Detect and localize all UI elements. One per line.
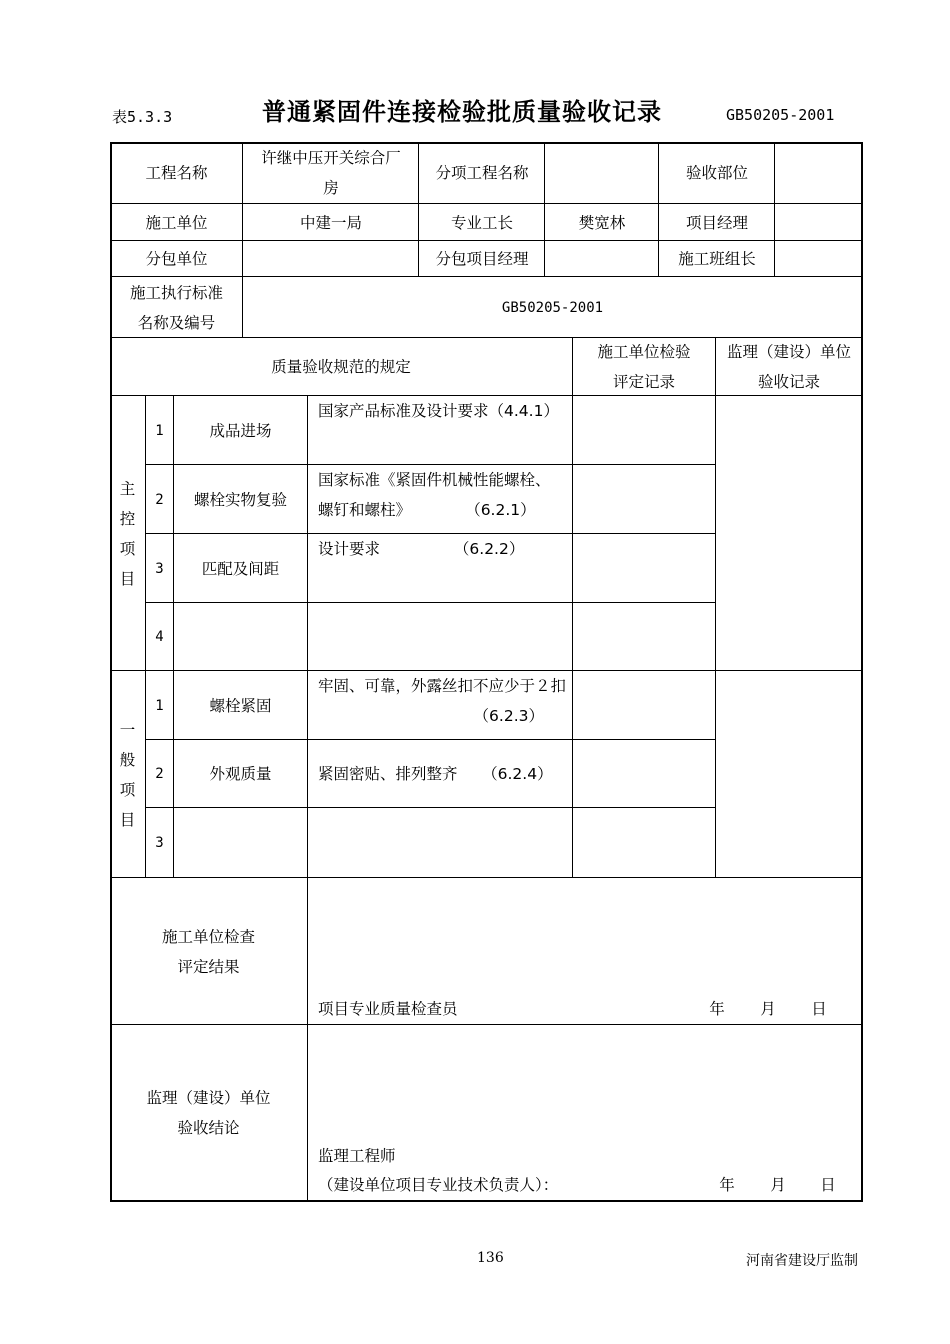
main-item-name: 成品进场 [209,421,272,440]
supervising-engineer-label: 监理工程师 [318,1147,396,1165]
contractor-value: 中建一局 [299,213,362,232]
main-items-char: 目 [119,569,136,588]
issuer-label: 河南省建设厅监制 [746,1253,858,1269]
contractor-result-label [110,878,307,1025]
team-leader-label: 施工班组长 [678,250,756,268]
project-name-line2: 房 [323,179,339,197]
exec-standard-label-line1: 施工执行标准 [129,283,223,302]
subcontractor-label: 分包单位 [145,250,208,268]
main-item-no: 3 [155,560,164,577]
quality-inspector-label: 项目专业质量检查员 [318,1000,458,1018]
main-items-label [110,396,145,671]
main-item-name: 螺栓实物复验 [193,490,287,509]
exec-standard-value: GB50205-2001 [501,299,604,316]
date-day: 日 [820,1176,836,1194]
main-item-no: 4 [155,629,164,645]
supervisor-conclusion-label-line1: 监理（建设）单位 [146,1088,271,1107]
main-items-char: 主 [119,479,136,498]
sub-pm-label: 分包项目经理 [435,250,529,268]
main-item-requirement [308,465,572,534]
general-item-name [174,808,307,878]
foreman-value: 樊宽林 [578,213,626,232]
acceptance-part-label: 验收部位 [685,164,748,182]
date-year: 年 [719,1176,735,1194]
construction-unit-note: （建设单位项目专业技术负责人）： [318,1176,559,1194]
sub-project-label: 分项工程名称 [435,164,529,182]
general-items-char: 般 [119,750,136,769]
supervisor-conclusion-label [110,1025,307,1200]
page-number: 136 [477,1250,504,1266]
general-item-requirement: 紧固密贴、排列整齐 （6.2.4） [318,765,553,783]
general-item-name: 外观质量 [209,765,272,783]
table-number: 表5.3.3 [112,108,173,126]
general-item-no: 3 [155,835,164,851]
main-item-requirement [308,534,572,603]
spec-header: 质量验收规范的规定 [271,358,411,376]
main-item-name: 匹配及间距 [201,559,280,578]
main-item-no: 2 [155,491,164,508]
subcontractor-value [243,241,419,277]
contractor-check-header-line1: 施工单位检验 [597,343,691,361]
general-items-char: 一 [119,720,136,739]
general-item-requirement [308,808,572,878]
main-items-char: 控 [119,509,136,528]
project-name-value [243,142,419,204]
date-month: 月 [770,1176,786,1194]
main-item-requirement [308,603,572,671]
exec-standard-label [110,277,243,338]
date-month: 月 [760,1000,776,1018]
supervisor-record-header-line1: 监理（建设）单位 [726,343,851,361]
general-item-no: 2 [155,766,164,782]
requirement-line1: 设计要求 （6.2.2） [318,540,525,558]
sub-project-value [545,142,659,204]
contractor-result-label-line2: 评定结果 [177,957,240,976]
requirement-line1: 国家标准《紧固件机械性能螺栓、 [318,471,551,489]
general-item-name: 螺栓紧固 [209,696,272,715]
general-item-requirement [308,671,572,740]
foreman-label: 专业工长 [450,213,513,232]
project-name-label: 工程名称 [145,164,208,182]
requirement-line2: 螺钉和螺柱》 （6.2.1） [318,501,536,519]
date-day: 日 [811,1000,827,1018]
supervisor-conclusion-label-line2: 验收结论 [177,1118,240,1137]
requirement-line2: （6.2.3） [473,707,544,725]
requirement-line1: 国家产品标准及设计要求（4.4.1） [318,402,559,420]
requirement-line1: 牢固、可靠，外露丝扣不应少于２扣 [318,677,567,695]
general-item-no: 1 [155,697,164,714]
project-name-line1: 许继中压开关综合厂 [261,149,401,167]
pm-label: 项目经理 [685,213,748,232]
main-item-requirement [308,396,572,465]
sub-pm-value [545,241,659,277]
contractor-check-header-line2: 评定记录 [612,373,675,391]
general-items-label [110,671,145,878]
contractor-check-header [573,338,715,396]
contractor-result-label-line1: 施工单位检查 [161,927,255,946]
standard-code: GB50205-2001 [726,106,835,124]
main-item-name [174,603,307,671]
exec-standard-label-line2: 名称及编号 [137,313,216,332]
main-item-no: 1 [155,422,164,439]
general-items-char: 目 [119,810,136,829]
pm-value [775,204,862,241]
general-items-char: 项 [119,780,136,799]
contractor-label: 施工单位 [145,213,208,232]
main-items-char: 项 [119,539,136,558]
inspection-record-table [110,142,863,1202]
team-leader-value [775,241,862,277]
date-year: 年 [709,1000,725,1018]
supervisor-record-header-line2: 验收记录 [757,373,820,391]
document-title: 普通紧固件连接检验批质量验收记录 [262,98,662,126]
acceptance-part-value [775,142,862,204]
supervisor-record-header [716,338,862,396]
